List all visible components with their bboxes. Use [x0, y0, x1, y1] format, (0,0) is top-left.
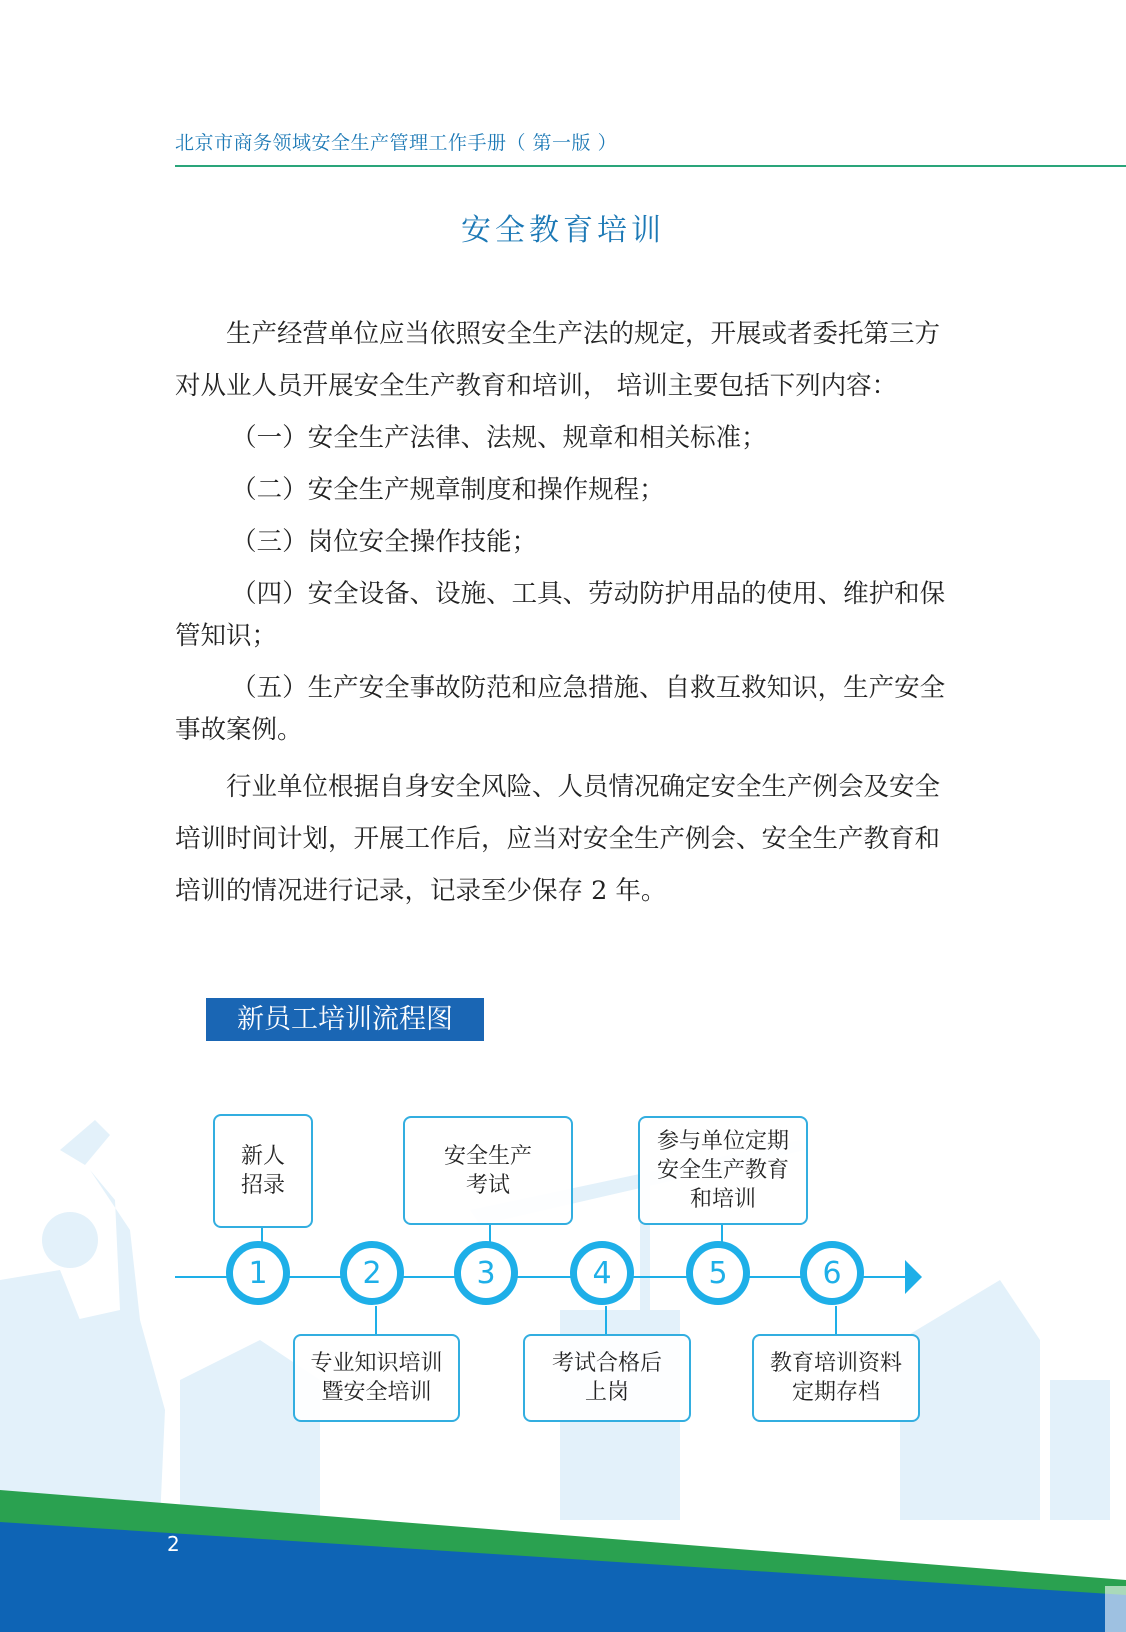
- step-number-6: 6: [800, 1241, 864, 1305]
- list-item: （四）安全设备、设施、工具、劳动防护用品的使用、维护和保管知识；: [175, 579, 946, 651]
- page-title: 安全教育培训: [461, 213, 665, 248]
- step-box-2: 专业知识培训 暨安全培训: [293, 1334, 460, 1422]
- page-number: 2: [167, 1532, 180, 1556]
- closing-paragraph: 行业单位根据自身安全风险、人员情况确定安全生产例会及安全培训时间计划，开展工作后，应当对安全生产例会、安全生产教育和培训的情况进行记录，记录至少保存 2 年。: [175, 772, 941, 906]
- body-text: [175, 308, 953, 917]
- step-number-5: 5: [686, 1241, 750, 1305]
- training-flowchart: [0, 1080, 1126, 1520]
- list-item: （一）安全生产法律、法规、规章和相关标准；: [231, 423, 767, 453]
- step-box-4: 考试合格后 上岗: [523, 1334, 691, 1422]
- running-title: 北京市商务领域安全生产管理工作手册（ 第一版 ）: [175, 132, 618, 154]
- list-item: （五）生产安全事故防范和应急措施、自救互救知识，生产安全事故案例。: [175, 673, 946, 745]
- step-box-5: 参与单位定期 安全生产教育 和培训: [638, 1116, 808, 1225]
- step-number-3: 3: [454, 1241, 518, 1305]
- list-item: （二）安全生产规章制度和操作规程；: [231, 475, 665, 505]
- footer-band: [0, 1480, 1126, 1632]
- step-number-4: 4: [570, 1241, 634, 1305]
- header-rule: [175, 165, 1126, 167]
- step-number-2: 2: [340, 1241, 404, 1305]
- intro-paragraph: 生产经营单位应当依照安全生产法的规定，开展或者委托第三方对从业人员开展安全生产教育和培训， 培训主要包括下列内容：: [175, 319, 941, 401]
- step-box-1: 新人 招录: [213, 1114, 313, 1228]
- flowchart-title: 新员工培训流程图: [206, 998, 484, 1041]
- list-item: （三）岗位安全操作技能；: [231, 527, 538, 557]
- step-box-3: 安全生产 考试: [403, 1116, 573, 1225]
- step-number-1: 1: [226, 1241, 290, 1305]
- step-box-6: 教育培训资料 定期存档: [752, 1334, 920, 1422]
